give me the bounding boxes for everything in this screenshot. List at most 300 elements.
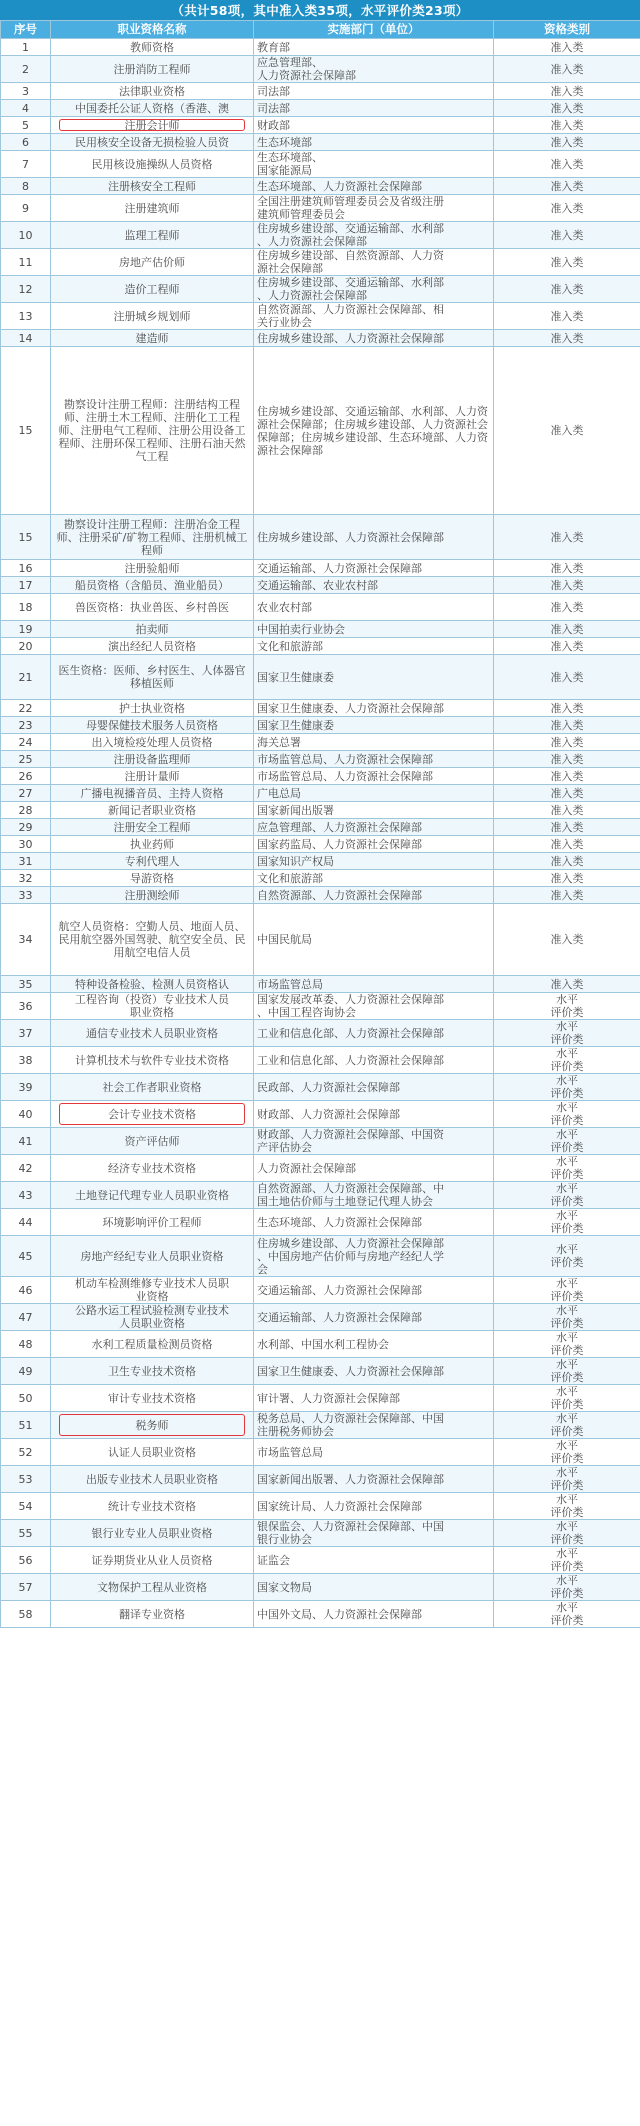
cell-category-text: 准入类 [550,622,584,636]
highlight-box [59,1414,245,1436]
cell-seq [1,1236,51,1277]
cell-seq-text: 22 [18,701,33,715]
cell-name-text: 法律职业资格 [119,84,185,98]
cell-seq [1,1304,51,1331]
cell-name-text: 教师资格 [130,40,174,54]
cell-dept-text: 住房城乡建设部、人力资源社会保障部 [257,530,444,544]
cell-seq-text: 47 [18,1310,33,1324]
cell-seq-text: 37 [18,1026,33,1040]
cell-dept [254,734,494,751]
cell-name-text: 注册会计师 [124,118,180,132]
cell-name-text: 社会工作者职业资格 [102,1080,202,1094]
cell-category [494,853,640,870]
table-row [1,904,640,976]
cell-seq [1,785,51,802]
cell-name [51,100,254,117]
cell-name [51,1020,254,1047]
cell-name [51,887,254,904]
cell-name-text: 注册测绘师 [124,888,180,902]
table-row [1,134,640,151]
table-row [1,56,640,83]
cell-dept [254,836,494,853]
cell-name-text: 勘察设计注册工程师：注册结构工程师、注册土木工程师、注册化工工程师、注册电气工程师、注册公用设备工程师、注册环保工程师、注册石油天然气工程 [58,398,246,463]
cell-name [51,1047,254,1074]
cell-dept-text: 生态环境部 [257,135,312,149]
cell-name [51,1547,254,1574]
cell-seq [1,276,51,303]
cell-seq [1,577,51,594]
cell-seq [1,1182,51,1209]
cell-dept [254,303,494,330]
cell-category-text: 准入类 [550,309,584,323]
cell-seq-text: 17 [18,578,33,592]
cell-dept-text: 财政部 [257,118,290,132]
cell-dept [254,134,494,151]
cell-name-text: 审计专业技术资格 [108,1391,196,1405]
cell-seq-text: 58 [18,1607,33,1621]
cell-category [494,870,640,887]
cell-category [494,1101,640,1128]
cell-category-text: 水平 评价类 [550,1047,584,1073]
cell-category-text: 准入类 [550,157,584,171]
cell-name [51,276,254,303]
cell-dept [254,976,494,993]
cell-category-text: 准入类 [550,135,584,149]
cell-name [51,836,254,853]
cell-name [51,1385,254,1412]
cell-dept-text: 生态环境部、人力资源社会保障部 [257,1215,422,1229]
cell-dept [254,1020,494,1047]
cell-name-text: 专利代理人 [124,854,180,868]
cell-dept-text: 审计署、人力资源社会保障部 [257,1391,400,1405]
cell-seq [1,222,51,249]
cell-category [494,303,640,330]
cell-category-text: 准入类 [550,530,584,544]
table-row [1,347,640,515]
cell-name-text: 会计专业技术资格 [108,1107,196,1121]
cell-seq-text: 30 [18,837,33,851]
cell-seq-text: 12 [18,282,33,296]
cell-dept [254,1128,494,1155]
cell-name [51,347,254,515]
cell-category-text: 准入类 [550,837,584,851]
cell-category-text: 水平 评价类 [550,1439,584,1465]
cell-dept [254,802,494,819]
cell-name-text: 认证人员职业资格 [108,1445,196,1459]
cell-seq [1,1277,51,1304]
table-row [1,1412,640,1439]
cell-seq-text: 14 [18,331,33,345]
cell-dept-text: 交通运输部、人力资源社会保障部 [257,1310,422,1324]
cell-category [494,249,640,276]
cell-seq-text: 15 [18,530,33,544]
cell-name [51,734,254,751]
cell-category-text: 准入类 [550,578,584,592]
cell-seq-text: 21 [18,670,33,684]
cell-name [51,1466,254,1493]
cell-dept-text: 自然资源部、人力资源社会保障部、相 关行业协会 [257,303,444,329]
cell-dept-text: 中国民航局 [257,933,312,946]
cell-name-text: 统计专业技术资格 [108,1499,196,1513]
cell-seq [1,655,51,700]
cell-dept-text: 银保监会、人力资源社会保障部、中国 银行业协会 [257,1520,444,1546]
table-row [1,1358,640,1385]
table-row [1,1182,640,1209]
cell-category-text: 水平 评价类 [550,1331,584,1357]
cell-category-text: 准入类 [550,101,584,115]
table-row [1,1236,640,1277]
cell-dept [254,785,494,802]
cell-name [51,976,254,993]
cell-seq [1,802,51,819]
cell-seq [1,976,51,993]
cell-seq-text: 20 [18,639,33,653]
cell-seq [1,134,51,151]
cell-seq [1,1412,51,1439]
cell-seq [1,83,51,100]
cell-category [494,802,640,819]
cell-dept-text: 交通运输部、人力资源社会保障部 [257,561,422,575]
cell-dept [254,621,494,638]
cell-dept-text: 应急管理部、人力资源社会保障部 [257,820,422,834]
cell-name-text: 出版专业技术人员职业资格 [86,1472,218,1486]
cell-dept-text: 全国注册建筑师管理委员会及省级注册 建筑师管理委员会 [257,195,444,221]
cell-dept [254,870,494,887]
cell-seq [1,638,51,655]
cell-name [51,1520,254,1547]
cell-seq-text: 19 [18,622,33,636]
cell-category-text: 准入类 [550,769,584,783]
cell-name [51,303,254,330]
cell-name [51,1358,254,1385]
cell-seq [1,117,51,134]
cell-name [51,870,254,887]
cell-seq [1,621,51,638]
cell-name-text: 演出经纪人员资格 [108,639,196,653]
cell-seq-text: 48 [18,1337,33,1351]
cell-category [494,1439,640,1466]
cell-seq-text: 34 [18,933,33,946]
table-row [1,751,640,768]
cell-category [494,577,640,594]
cell-category-text: 水平 评价类 [550,1277,584,1303]
cell-category [494,83,640,100]
cell-category [494,836,640,853]
cell-dept-text: 住房城乡建设部、交通运输部、水利部 、人力资源社会保障部 [257,222,444,248]
cell-seq [1,560,51,577]
cell-name-text: 护士执业资格 [119,701,185,715]
table-row [1,768,640,785]
cell-category [494,39,640,56]
cell-seq-text: 4 [22,101,29,115]
cell-name-text: 注册计量师 [124,769,180,783]
table-banner: （共计58项，其中准入类35项，水平评价类23项） [0,0,640,20]
table-row [1,700,640,717]
cell-dept-text: 国家知识产权局 [257,854,334,868]
cell-category-text: 水平 评价类 [550,1358,584,1384]
table-header-row [1,21,640,39]
cell-seq-text: 8 [22,179,29,193]
cell-dept-text: 民政部、人力资源社会保障部 [257,1080,400,1094]
cell-dept-text: 文化和旅游部 [257,871,323,885]
cell-name [51,560,254,577]
cell-dept-text: 工业和信息化部、人力资源社会保障部 [257,1053,444,1067]
cell-name [51,515,254,560]
cell-dept [254,1385,494,1412]
table-row [1,802,640,819]
cell-seq-text: 23 [18,718,33,732]
table-row [1,178,640,195]
cell-name-text: 注册城乡规划师 [113,309,191,323]
cell-category-text: 准入类 [550,600,584,614]
table-row [1,1385,640,1412]
cell-seq [1,1101,51,1128]
cell-seq [1,1493,51,1520]
cell-seq-text: 31 [18,854,33,868]
cell-category [494,117,640,134]
table-row [1,303,640,330]
cell-category-text: 水平 评价类 [550,993,584,1019]
cell-name-text: 导游资格 [130,871,174,885]
cell-name-text: 土地登记代理专业人员职业资格 [75,1188,229,1202]
cell-dept [254,819,494,836]
table-row [1,1128,640,1155]
cell-seq-text: 13 [18,309,33,323]
table-row [1,1155,640,1182]
cell-name-text: 通信专业技术人员职业资格 [86,1026,218,1040]
table-row [1,83,640,100]
cell-name-text: 新闻记者职业资格 [108,803,196,817]
cell-name [51,1439,254,1466]
cell-dept [254,1277,494,1304]
cell-dept-text: 市场监管总局、人力资源社会保障部 [257,752,433,766]
cell-name [51,1574,254,1601]
cell-seq [1,1520,51,1547]
cell-dept-text: 国家文物局 [257,1580,312,1594]
cell-seq-text: 45 [18,1249,33,1263]
table-row [1,195,640,222]
table-row [1,1047,640,1074]
cell-seq [1,993,51,1020]
cell-seq [1,594,51,621]
cell-seq-text: 35 [18,977,33,991]
cell-dept [254,853,494,870]
cell-name [51,134,254,151]
cell-category-text: 水平 评价类 [550,1466,584,1492]
cell-name-text: 监理工程师 [124,228,180,242]
cell-category [494,887,640,904]
cell-dept-text: 住房城乡建设部、交通运输部、水利部、人力资源社会保障部；住房城乡建设部、人力资源社会保障部；住房城乡建设部、生态环境部、人力资源社会保障部 [257,404,488,457]
cell-dept [254,39,494,56]
cell-category-text: 准入类 [550,40,584,54]
cell-category [494,1209,640,1236]
cell-category-text: 水平 评价类 [550,1155,584,1181]
cell-name [51,577,254,594]
table-row [1,117,640,134]
cell-dept [254,904,494,976]
cell-dept [254,1412,494,1439]
cell-dept [254,515,494,560]
cell-category [494,1155,640,1182]
cell-category [494,330,640,347]
cell-seq [1,303,51,330]
cell-category-text: 准入类 [550,282,584,296]
cell-dept-text: 工业和信息化部、人力资源社会保障部 [257,1026,444,1040]
cell-name-text: 执业药师 [130,837,174,851]
cell-seq [1,717,51,734]
cell-dept-text: 税务总局、人力资源社会保障部、中国 注册税务师协会 [257,1412,444,1438]
cell-seq-text: 41 [18,1134,33,1148]
cell-category-text: 准入类 [550,228,584,242]
table-row [1,1209,640,1236]
cell-name-text: 注册建筑师 [124,201,180,215]
cell-category-text: 准入类 [550,255,584,269]
cell-category-text: 准入类 [550,639,584,653]
cell-name-text: 税务师 [135,1418,169,1432]
cell-dept [254,222,494,249]
cell-category-text: 准入类 [550,752,584,766]
cell-name-text: 公路水运工程试验检测专业技术 人员职业资格 [75,1304,229,1330]
table-row [1,655,640,700]
cell-category-text: 水平 评价类 [550,1385,584,1411]
cell-name-text: 卫生专业技术资格 [108,1364,196,1378]
cell-dept [254,195,494,222]
table-row [1,836,640,853]
cell-dept [254,700,494,717]
table-row [1,276,640,303]
cell-dept-text: 交通运输部、农业农村部 [257,578,378,592]
table-row [1,515,640,560]
cell-category [494,785,640,802]
table-body [1,39,640,1628]
cell-name [51,222,254,249]
cell-dept-text: 自然资源部、人力资源社会保障部、中 国土地估价师与土地登记代理人协会 [257,1182,444,1208]
cell-dept-text: 广电总局 [257,786,301,800]
table-row [1,1520,640,1547]
cell-category-text: 准入类 [550,84,584,98]
cell-seq-text: 50 [18,1391,33,1405]
cell-dept [254,1236,494,1277]
cell-name-text: 资产评估师 [124,1134,180,1148]
cell-seq-text: 39 [18,1080,33,1094]
cell-category [494,717,640,734]
cell-seq [1,904,51,976]
cell-category [494,621,640,638]
cell-name [51,249,254,276]
cell-seq-text: 43 [18,1188,33,1202]
cell-category-text: 准入类 [550,62,584,76]
table-row [1,1101,640,1128]
cell-seq [1,1547,51,1574]
cell-category [494,819,640,836]
cell-dept [254,178,494,195]
cell-category [494,1277,640,1304]
cell-seq-text: 38 [18,1053,33,1067]
cell-category-text: 水平 评价类 [550,1128,584,1154]
cell-name [51,655,254,700]
cell-seq-text: 44 [18,1215,33,1229]
cell-dept-text: 国家卫生健康委、人力资源社会保障部 [257,1364,444,1378]
cell-dept [254,249,494,276]
header-name: 职业资格名称 [51,21,254,39]
cell-category-text: 水平 评价类 [550,1243,584,1269]
cell-category-text: 准入类 [550,201,584,215]
cell-name [51,83,254,100]
cell-category [494,515,640,560]
cell-name [51,195,254,222]
cell-name-text: 注册消防工程师 [113,62,191,76]
table-row [1,249,640,276]
cell-name-text: 医生资格：医师、乡村医生、人体器官移植医师 [58,664,246,690]
cell-category [494,1304,640,1331]
cell-category [494,1466,640,1493]
cell-category-text: 水平 评价类 [550,1601,584,1627]
cell-dept-text: 国家新闻出版署、人力资源社会保障部 [257,1472,444,1486]
cell-dept-text: 住房城乡建设部、自然资源部、人力资 源社会保障部 [257,249,444,275]
cell-seq-text: 53 [18,1472,33,1486]
cell-dept [254,1304,494,1331]
cell-name [51,751,254,768]
cell-seq [1,1128,51,1155]
cell-category-text: 水平 评价类 [550,1574,584,1600]
cell-name-text: 银行业专业人员职业资格 [91,1526,213,1540]
cell-category-text: 水平 评价类 [550,1412,584,1438]
cell-dept [254,577,494,594]
cell-name-text: 文物保护工程从业资格 [97,1580,207,1594]
table-row [1,1493,640,1520]
cell-seq-text: 46 [18,1283,33,1297]
cell-name [51,56,254,83]
cell-dept [254,594,494,621]
cell-category [494,1493,640,1520]
table-row [1,993,640,1020]
header-category: 资格类别 [494,21,640,39]
cell-seq-text: 28 [18,803,33,817]
table-row [1,100,640,117]
cell-dept-text: 国家药监局、人力资源社会保障部 [257,837,422,851]
table-row [1,1574,640,1601]
cell-category [494,1331,640,1358]
table-row [1,638,640,655]
cell-dept-text: 农业农村部 [257,600,312,614]
cell-seq-text: 33 [18,888,33,902]
cell-seq-text: 32 [18,871,33,885]
cell-name-text: 出入境检疫处理人员资格 [91,735,213,749]
cell-category-text: 水平 评价类 [550,1547,584,1573]
cell-category [494,976,640,993]
cell-name-text: 民用核设施操纵人员资格 [91,157,213,171]
cell-seq [1,1439,51,1466]
cell-dept [254,1493,494,1520]
cell-name [51,621,254,638]
cell-name [51,1412,254,1439]
cell-dept-text: 证监会 [257,1553,290,1567]
cell-dept [254,100,494,117]
cell-seq-text: 9 [22,201,29,215]
cell-dept [254,117,494,134]
cell-category [494,1574,640,1601]
cell-dept [254,993,494,1020]
cell-name [51,1277,254,1304]
cell-name [51,904,254,976]
table-row [1,1466,640,1493]
cell-category-text: 水平 评价类 [550,1304,584,1330]
cell-dept [254,768,494,785]
cell-dept-text: 市场监管总局 [257,977,323,991]
cell-seq-text: 27 [18,786,33,800]
cell-dept-text: 司法部 [257,101,290,115]
cell-name-text: 拍卖师 [135,622,169,636]
